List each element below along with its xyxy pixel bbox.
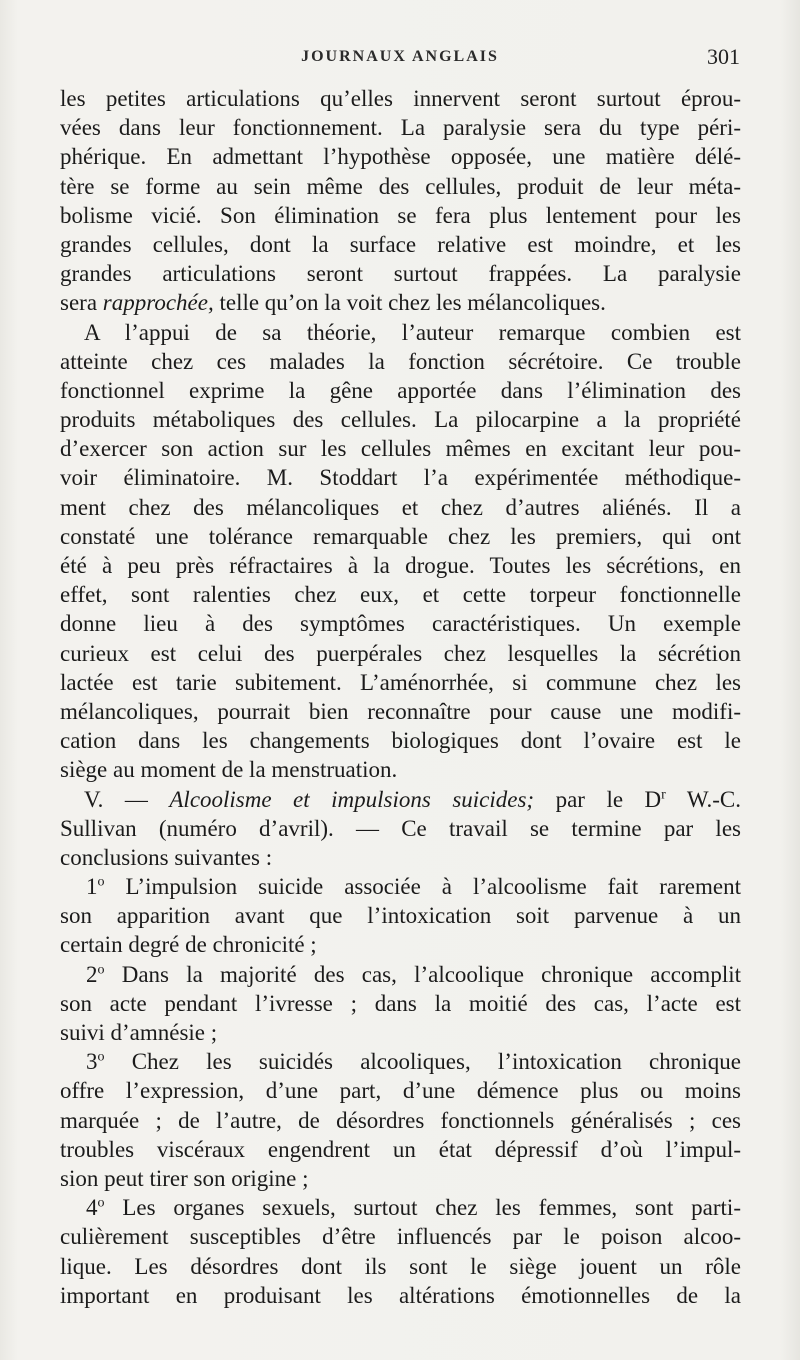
conclusion-number: 3 <box>86 1049 98 1075</box>
text-line: ment chez des mélancoliques et chez d’autres aliénés. Il a <box>60 494 741 520</box>
conclusion-4 <box>60 1193 741 1222</box>
italic-term: rapprochée, <box>102 290 214 316</box>
text-fragment: telle qu’on la voit chez les mélancoliques. <box>213 290 606 316</box>
running-title: JOURNAUX ANGLAIS <box>301 48 499 65</box>
text-line: offre l’expression, d’une part, d’une démence plus ou moins <box>60 1078 741 1104</box>
text-line: été à peu près réfractaires à la drogue. Toutes les sécrétions, en <box>60 553 741 578</box>
text-line: conclusions suivantes : <box>60 844 273 870</box>
degree-sup: o <box>97 1049 105 1065</box>
conclusion-text: Les organes sexuels, surtout chez les femmes, sont parti- <box>104 1195 741 1221</box>
text-line: constaté une tolérance remarquable chez les premiers, qui ont <box>60 523 741 549</box>
text-line: marquée ; de l’autre, de désordres fonctionnels généralisés ; ces <box>60 1107 741 1133</box>
text-line <box>60 288 741 317</box>
paragraph-start-line: A l’appui de sa théorie, l’auteur remarque combien est <box>84 319 741 345</box>
text-line: voir éliminatoire. M. Stoddart l’a expérimentée méthodique- <box>60 465 741 491</box>
text-line: lique. Les désordres dont ils sont le siège jouent un rôle <box>60 1253 741 1279</box>
text-line: fonctionnel exprime la gêne apportée dans l’élimination des <box>60 377 741 403</box>
conclusion-text: Dans la majorité des cas, l’alcoolique chronique accomplit <box>104 961 741 987</box>
text-line: d’exercer son action sur les cellules mêmes en excitant leur pou- <box>60 436 741 462</box>
text-fragment: sera <box>60 290 103 316</box>
degree-sup: o <box>97 1195 105 1211</box>
author-title-sup: r <box>661 786 666 802</box>
text-line: lactée est tarie subitement. L’aménorrhée, si commune chez les <box>60 669 741 695</box>
conclusion-number: 2 <box>86 961 98 987</box>
text-line: grandes articulations seront surtout frappées. La paralysie <box>60 261 741 287</box>
body-text <box>60 84 741 1310</box>
section-number: V. — <box>84 786 170 812</box>
section-title: Alcoolisme et impulsions suicides; <box>169 786 535 812</box>
conclusion-2 <box>60 960 741 989</box>
running-head <box>60 44 740 74</box>
text-line: bolisme vicié. Son élimination se fera plus lentement pour les <box>60 202 741 228</box>
text-line: phérique. En admettant l’hypothèse opposée, une matière délé- <box>60 144 741 170</box>
degree-sup: o <box>97 961 105 977</box>
page-number: 301 <box>707 44 740 69</box>
text-line: certain degré de chronicité ; <box>60 932 317 958</box>
degree-sup: o <box>97 874 105 890</box>
conclusion-3 <box>60 1047 741 1076</box>
text-line: donne lieu à des symptômes caractéristiques. Un exemple <box>60 611 741 637</box>
section-author-name: W.-C. <box>665 786 741 812</box>
text-line: tère se forme au sein même des cellules, produit de leur méta- <box>60 173 741 199</box>
text-line: important en produisant les altérations émotionnelles de la <box>60 1282 741 1308</box>
section-heading-line <box>60 785 741 814</box>
text-line: grandes cellules, dont la surface relative est moindre, et les <box>60 231 741 257</box>
text-line: son apparition avant que l’intoxication soit parvenue à un <box>60 903 741 929</box>
text-line: siège au moment de la menstruation. <box>60 757 398 783</box>
conclusion-number: 1 <box>86 874 98 900</box>
conclusion-text: L’impulsion suicide associée à l’alcoolisme fait rarement <box>104 874 741 900</box>
text-line: son acte pendant l’ivresse ; dans la moitié des cas, l’acte est <box>60 990 741 1016</box>
section-author: par le D <box>534 786 662 812</box>
text-line: vées dans leur fonctionnement. La paralysie sera du type péri- <box>60 115 741 141</box>
text-line: curieux est celui des puerpérales chez lesquelles la sécrétion <box>60 640 741 666</box>
conclusion-1 <box>60 872 741 901</box>
text-line: suivi d’amnésie ; <box>60 1020 218 1045</box>
text-line: atteinte chez ces malades la fonction sécrétoire. Ce trouble <box>60 348 741 374</box>
text-line: les petites articulations qu’elles innervent seront surtout éprou- <box>60 86 741 111</box>
text-line: effet, sont ralenties chez eux, et cette torpeur fonctionnelle <box>60 582 741 608</box>
conclusion-text: Chez les suicidés alcooliques, l’intoxication chronique <box>104 1049 741 1075</box>
conclusion-number: 4 <box>86 1195 98 1221</box>
text-line: culièrement susceptibles d’être influencés par le poison alcoo- <box>60 1224 741 1250</box>
text-line: cation dans les changements biologiques dont l’ovaire est le <box>60 728 741 754</box>
text-line: Sullivan (numéro d’avril). — Ce travail se termine par les <box>60 815 741 841</box>
text-line: mélancoliques, pourrait bien reconnaître pour cause une modifi- <box>60 698 741 724</box>
text-line: sion peut tirer son origine ; <box>60 1165 309 1191</box>
text-line: produits métaboliques des cellules. La pilocarpine a la propriété <box>60 407 741 433</box>
text-line: troubles viscéraux engendrent un état dépressif d’où l’impul- <box>60 1136 741 1162</box>
